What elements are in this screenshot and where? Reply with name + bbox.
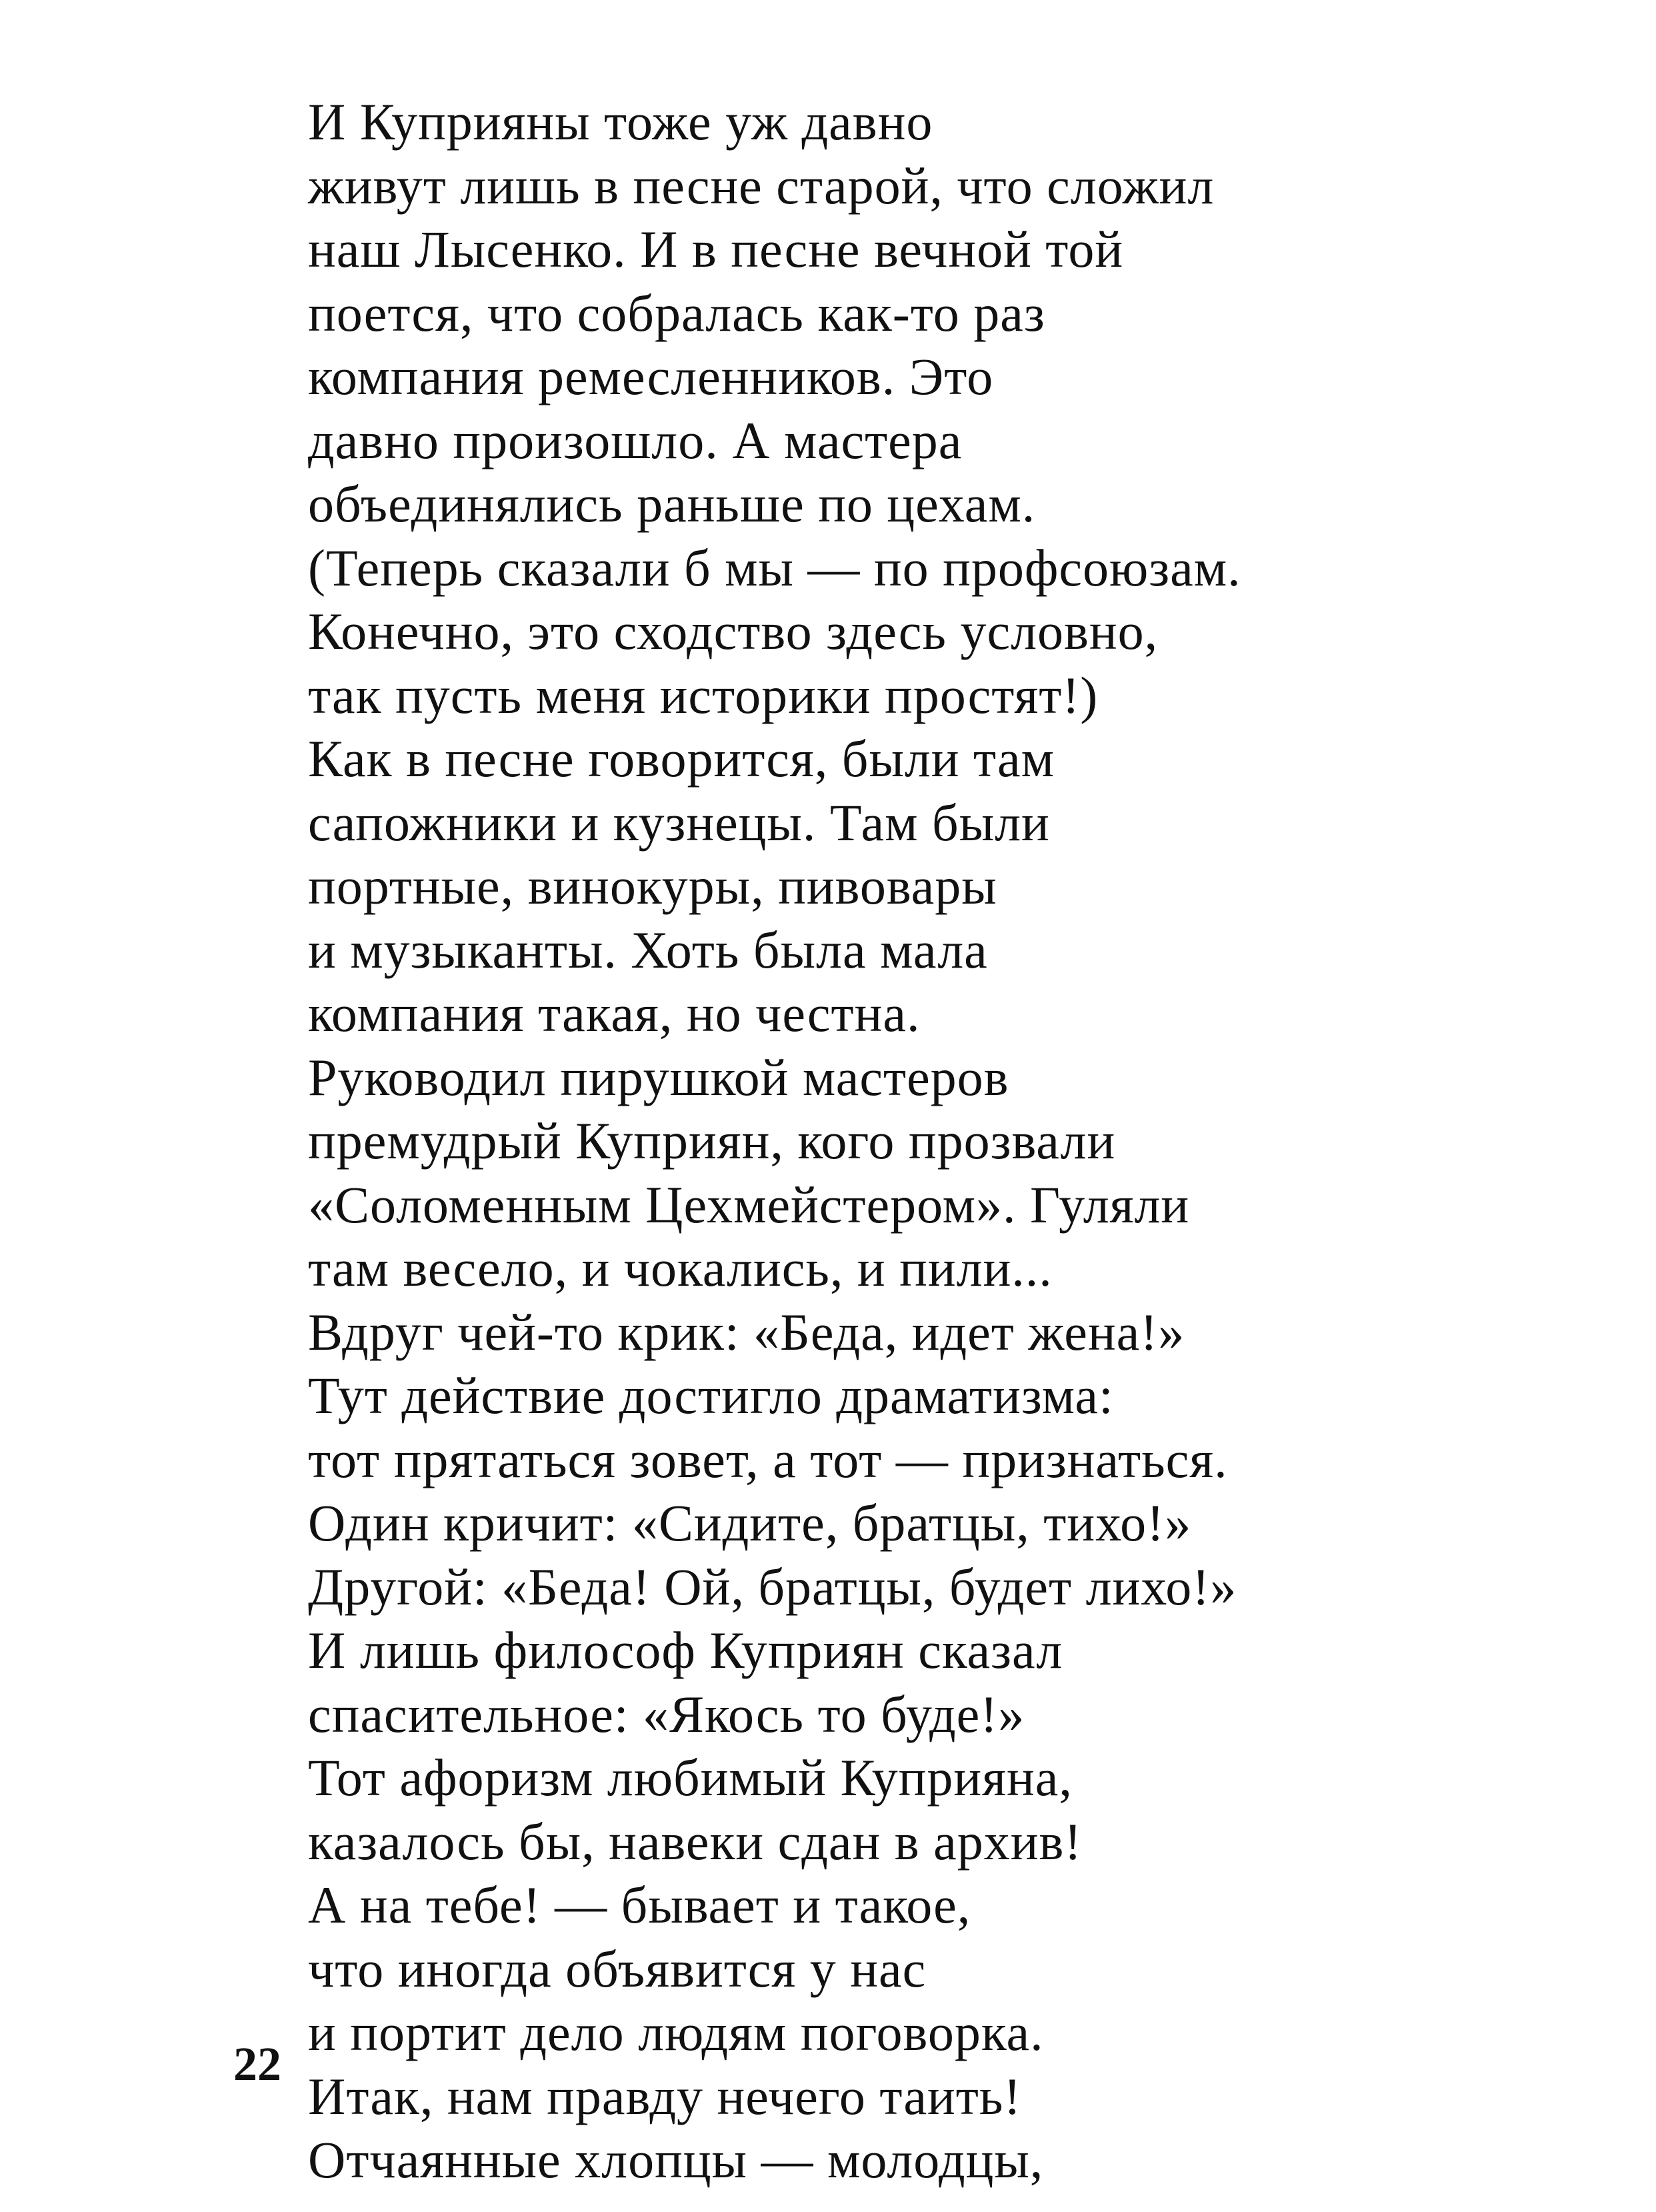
poem-line: «Соломенным Цехмейстером». Гуляли — [308, 1175, 1190, 1234]
poem-line: Отчаянные хлопцы — молодцы, — [308, 2131, 1044, 2189]
poem-line: спасительное: «Якось то буде!» — [308, 1685, 1025, 1743]
poem-line: и портит дело людям поговорка. — [308, 2003, 1044, 2061]
poem-line: там весело, и чокались, и пили... — [308, 1239, 1053, 1297]
poem-line: и музыканты. Хоть была мала — [308, 920, 988, 979]
poem-line: объединялись раньше по цехам. — [308, 475, 1036, 533]
poem-line: портные, винокуры, пивовары — [308, 857, 997, 915]
poem-line: тот прятаться зовет, а тот — признаться. — [308, 1430, 1228, 1488]
poem-line: Как в песне говорится, были там — [308, 730, 1055, 788]
poem-line: живут лишь в песне старой, что сложил — [308, 156, 1215, 215]
poem-line: Один кричит: «Сидите, братцы, тихо!» — [308, 1494, 1192, 1552]
poem-line: что иногда объявится у нас — [308, 1939, 927, 1998]
poem-text — [308, 90, 1575, 2192]
poem-line: А на тебе! — бывает и такое, — [308, 1876, 971, 1934]
poem-line: премудрый Куприян, кого прозвали — [308, 1112, 1116, 1170]
poem-line: Руководил пирушкой мастеров — [308, 1048, 1009, 1106]
page-number: 22 — [233, 2037, 281, 2091]
poem-line: И лишь философ Куприян сказал — [308, 1621, 1063, 1679]
poem-line: Другой: «Беда! Ой, братцы, будет лихо!» — [308, 1557, 1237, 1616]
poem-line: наш Лысенко. И в песне вечной той — [308, 220, 1124, 278]
poem-line: Тот афоризм любимый Куприяна, — [308, 1749, 1073, 1807]
poem-line: компания такая, но честна. — [308, 984, 921, 1042]
poem-line: Итак, нам правду нечего таить! — [308, 2067, 1022, 2125]
poem-line: (Теперь сказали б мы — по профсоюзам. — [308, 538, 1241, 597]
poem-line: поется, что собралась как-то раз — [308, 283, 1045, 342]
poem-line: так пусть меня историки простят!) — [308, 666, 1099, 724]
poem-line: Вдруг чей-то крик: «Беда, идет жена!» — [308, 1302, 1185, 1361]
poem-line: казалось бы, навеки сдан в архив! — [308, 1812, 1083, 1871]
poem-line: давно произошло. А мастера — [308, 411, 963, 469]
poem-line: Тут действие достигло драматизма: — [308, 1366, 1114, 1424]
poem-line: компания ремесленников. Это — [308, 347, 994, 405]
poem-line: И Куприяны тоже уж давно — [308, 93, 933, 151]
poem-line: Конечно, это сходство здесь условно, — [308, 602, 1159, 660]
poem-line: сапожники и кузнецы. Там были — [308, 793, 1050, 852]
